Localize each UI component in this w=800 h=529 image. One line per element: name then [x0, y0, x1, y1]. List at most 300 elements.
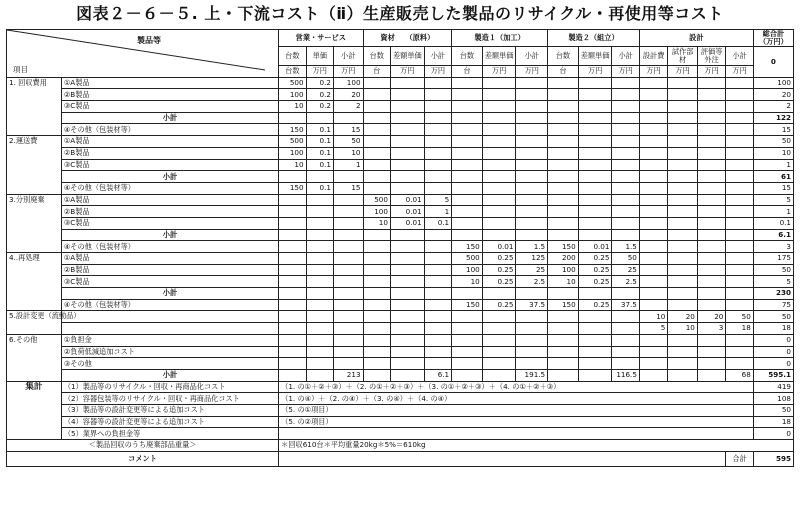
value-cell: 0.1: [306, 159, 333, 171]
grand-total-header-value: 0: [753, 47, 793, 78]
value-cell: [279, 346, 306, 358]
column-header: 台数: [279, 47, 306, 66]
value-cell: 0.1: [306, 182, 333, 194]
column-header: 台数: [548, 47, 579, 66]
value-cell: [612, 358, 639, 370]
item-label: ②B製品: [61, 206, 278, 218]
value-cell: [516, 101, 548, 113]
value-cell: [697, 147, 725, 159]
value-cell: [548, 101, 579, 113]
value-cell: [516, 194, 548, 206]
value-cell: [424, 334, 451, 346]
table-row: [7, 206, 794, 218]
value-cell: [639, 147, 667, 159]
item-label: ②負荷低減追加コスト: [61, 346, 278, 358]
value-cell: [668, 229, 698, 241]
table-row: [7, 311, 794, 323]
item-label: ③C製品: [61, 217, 278, 229]
comment-value: [279, 451, 726, 466]
value-cell: 0.1: [306, 136, 333, 148]
value-cell: 10: [452, 276, 483, 288]
value-cell: 18: [726, 323, 753, 335]
unit-cell: 万円: [668, 66, 698, 78]
value-cell: [363, 323, 390, 335]
value-cell: [697, 229, 725, 241]
row-total: 50: [753, 136, 793, 148]
value-cell: [668, 182, 698, 194]
final-total: 595: [753, 451, 793, 466]
value-cell: [697, 124, 725, 136]
value-cell: [306, 369, 333, 381]
value-cell: [482, 288, 516, 300]
value-cell: [516, 147, 548, 159]
value-cell: 10: [639, 311, 667, 323]
value-cell: [578, 288, 612, 300]
value-cell: [668, 194, 698, 206]
value-cell: [668, 171, 698, 183]
value-cell: [639, 112, 667, 124]
table-row: [7, 323, 794, 335]
summary-item: （2）容器包装等のリサイクル・回収・再商品化コスト: [61, 393, 278, 405]
table-row: [7, 253, 794, 265]
value-cell: [516, 206, 548, 218]
row-total: 50: [753, 264, 793, 276]
value-cell: [668, 276, 698, 288]
value-cell: [482, 311, 516, 323]
value-cell: [516, 334, 548, 346]
value-cell: 191.5: [516, 369, 548, 381]
value-cell: [697, 346, 725, 358]
value-cell: [482, 346, 516, 358]
summary-item: （3）製品等の設計変更等による追加コスト: [61, 404, 278, 416]
summary-total: 18: [753, 416, 793, 428]
value-cell: 0.1: [306, 124, 333, 136]
header-corner: [7, 30, 279, 78]
row-total: 5: [753, 276, 793, 288]
value-cell: [668, 136, 698, 148]
item-label: [61, 311, 278, 323]
comment-row: [7, 451, 794, 466]
value-cell: 500: [279, 136, 306, 148]
value-cell: [726, 288, 753, 300]
category-label: 6.その他: [7, 334, 62, 381]
value-cell: [424, 182, 451, 194]
value-cell: 1: [333, 159, 363, 171]
value-cell: [333, 276, 363, 288]
column-header: 評価等外注: [697, 47, 725, 66]
value-cell: [548, 182, 579, 194]
column-header: 小計: [726, 47, 753, 66]
value-cell: [363, 112, 390, 124]
group-design: 設計: [639, 30, 753, 47]
value-cell: 100: [452, 264, 483, 276]
value-cell: [424, 101, 451, 113]
value-cell: [279, 323, 306, 335]
value-cell: [363, 276, 390, 288]
value-cell: [668, 334, 698, 346]
value-cell: 10: [548, 276, 579, 288]
value-cell: 15: [333, 124, 363, 136]
value-cell: 116.5: [612, 369, 639, 381]
unit-cell: 万円: [697, 66, 725, 78]
value-cell: [390, 136, 424, 148]
value-cell: [668, 346, 698, 358]
value-cell: [452, 182, 483, 194]
value-cell: [697, 101, 725, 113]
value-cell: [279, 253, 306, 265]
value-cell: 10: [279, 101, 306, 113]
value-cell: [726, 136, 753, 148]
value-cell: [726, 147, 753, 159]
item-label: ③その他: [61, 358, 278, 370]
value-cell: [482, 206, 516, 218]
unit-cell: 台: [452, 66, 483, 78]
value-cell: 20: [333, 89, 363, 101]
item-label: 小計: [61, 112, 278, 124]
value-cell: [306, 229, 333, 241]
value-cell: [639, 77, 667, 89]
corner-label-products: 製品等: [137, 36, 161, 45]
value-cell: 2.5: [612, 276, 639, 288]
value-cell: [390, 159, 424, 171]
row-total: 20: [753, 89, 793, 101]
value-cell: [516, 89, 548, 101]
table-row: [7, 346, 794, 358]
value-cell: [482, 136, 516, 148]
value-cell: [333, 299, 363, 311]
table-row: [7, 358, 794, 370]
value-cell: 0.2: [306, 77, 333, 89]
value-cell: [516, 159, 548, 171]
value-cell: 10: [333, 147, 363, 159]
value-cell: 0.01: [482, 241, 516, 253]
unit-cell: 万円: [516, 66, 548, 78]
value-cell: [482, 147, 516, 159]
value-cell: 100: [279, 89, 306, 101]
value-cell: [578, 334, 612, 346]
value-cell: [548, 77, 579, 89]
value-cell: 100: [363, 206, 390, 218]
table-row: [7, 264, 794, 276]
value-cell: [578, 136, 612, 148]
corner-diagonal: [7, 30, 265, 70]
value-cell: 500: [452, 253, 483, 265]
table-row: [7, 89, 794, 101]
value-cell: [668, 264, 698, 276]
value-cell: [548, 229, 579, 241]
value-cell: [306, 112, 333, 124]
value-cell: [578, 358, 612, 370]
value-cell: [548, 346, 579, 358]
value-cell: 150: [548, 241, 579, 253]
value-cell: 0.01: [390, 217, 424, 229]
value-cell: [726, 217, 753, 229]
value-cell: [306, 346, 333, 358]
value-cell: [578, 217, 612, 229]
value-cell: [390, 182, 424, 194]
summary-formula: （5. の②項目）: [279, 416, 754, 428]
value-cell: [639, 194, 667, 206]
value-cell: [548, 194, 579, 206]
value-cell: [612, 182, 639, 194]
column-header: 台数: [363, 47, 390, 66]
value-cell: [306, 253, 333, 265]
value-cell: [363, 346, 390, 358]
value-cell: [333, 346, 363, 358]
value-cell: [390, 112, 424, 124]
value-cell: [668, 241, 698, 253]
table-row: [7, 124, 794, 136]
value-cell: [333, 241, 363, 253]
column-header: 単価: [306, 47, 333, 66]
summary-formula: [279, 428, 754, 440]
summary-row: [7, 416, 794, 428]
value-cell: [697, 241, 725, 253]
value-cell: [482, 77, 516, 89]
value-cell: [612, 346, 639, 358]
value-cell: 150: [452, 241, 483, 253]
value-cell: [548, 358, 579, 370]
value-cell: [482, 171, 516, 183]
value-cell: [279, 288, 306, 300]
value-cell: 10: [279, 159, 306, 171]
value-cell: 37.5: [516, 299, 548, 311]
value-cell: [578, 206, 612, 218]
value-cell: [279, 112, 306, 124]
value-cell: 0.2: [306, 101, 333, 113]
value-cell: [279, 241, 306, 253]
value-cell: [516, 229, 548, 241]
unit-cell: 台数: [279, 66, 306, 78]
item-label: ①A製品: [61, 194, 278, 206]
value-cell: 0.25: [482, 299, 516, 311]
value-cell: [482, 369, 516, 381]
value-cell: [424, 136, 451, 148]
value-cell: [333, 217, 363, 229]
summary-item: （1）製品等のリサイクル・回収・再商品化コスト: [61, 381, 278, 393]
subtotal-row: [7, 288, 794, 300]
value-cell: 37.5: [612, 299, 639, 311]
value-cell: [578, 147, 612, 159]
value-cell: [726, 77, 753, 89]
value-cell: [424, 112, 451, 124]
item-label: ③C製品: [61, 101, 278, 113]
value-cell: [424, 77, 451, 89]
value-cell: [548, 147, 579, 159]
value-cell: [363, 182, 390, 194]
subtotal-row: [7, 171, 794, 183]
table-row: [7, 159, 794, 171]
summary-row: [7, 404, 794, 416]
value-cell: [578, 311, 612, 323]
row-total: 5: [753, 194, 793, 206]
value-cell: [578, 101, 612, 113]
value-cell: 25: [516, 264, 548, 276]
value-cell: 0.01: [578, 241, 612, 253]
value-cell: [697, 136, 725, 148]
value-cell: 0.25: [482, 253, 516, 265]
column-header: 小計: [612, 47, 639, 66]
summary-item: （5）業界への負担金等: [61, 428, 278, 440]
value-cell: [452, 288, 483, 300]
value-cell: [424, 147, 451, 159]
value-cell: [452, 334, 483, 346]
value-cell: 100: [548, 264, 579, 276]
row-total: 75: [753, 299, 793, 311]
table-row: [7, 299, 794, 311]
value-cell: 150: [452, 299, 483, 311]
value-cell: [333, 171, 363, 183]
column-header: 小計: [516, 47, 548, 66]
value-cell: [306, 358, 333, 370]
value-cell: [424, 229, 451, 241]
value-cell: [390, 229, 424, 241]
comment-label: コメント: [7, 451, 279, 466]
value-cell: [363, 299, 390, 311]
value-cell: [726, 182, 753, 194]
document-title: 図表２－６－５. 上・下流コスト（ⅱ）生産販売した製品のリサイクル・再使用等コスト: [76, 4, 724, 23]
summary-formula: （1. の①＋②＋③）＋（2. の①＋②＋③）＋（3. の①＋②＋③）＋（4. の①＋②＋③）: [279, 381, 754, 393]
summary-total: 0: [753, 428, 793, 440]
value-cell: 100: [279, 147, 306, 159]
value-cell: [726, 101, 753, 113]
value-cell: [452, 159, 483, 171]
value-cell: [363, 159, 390, 171]
column-header: 小計: [424, 47, 451, 66]
value-cell: [578, 171, 612, 183]
value-cell: 150: [279, 124, 306, 136]
value-cell: 200: [548, 253, 579, 265]
value-cell: [390, 253, 424, 265]
unit-cell: 台: [363, 66, 390, 78]
table-row: [7, 136, 794, 148]
value-cell: [516, 346, 548, 358]
value-cell: [639, 288, 667, 300]
summary-row: [7, 393, 794, 405]
value-cell: [668, 358, 698, 370]
value-cell: [726, 159, 753, 171]
value-cell: [452, 136, 483, 148]
value-cell: [668, 159, 698, 171]
value-cell: [424, 346, 451, 358]
value-cell: [279, 206, 306, 218]
unit-cell: 万円: [726, 66, 753, 78]
value-cell: 50: [726, 311, 753, 323]
value-cell: [639, 182, 667, 194]
value-cell: 0.2: [306, 89, 333, 101]
value-cell: [482, 358, 516, 370]
table-row: [7, 217, 794, 229]
value-cell: [697, 369, 725, 381]
value-cell: [548, 206, 579, 218]
value-cell: 0.25: [578, 253, 612, 265]
value-cell: 150: [279, 182, 306, 194]
table-row: [7, 101, 794, 113]
unit-cell: 万円: [639, 66, 667, 78]
item-label: 小計: [61, 171, 278, 183]
value-cell: [363, 229, 390, 241]
value-cell: [516, 358, 548, 370]
value-cell: [697, 182, 725, 194]
row-total: 3: [753, 241, 793, 253]
value-cell: [424, 241, 451, 253]
value-cell: [726, 264, 753, 276]
row-total: 175: [753, 253, 793, 265]
value-cell: [548, 171, 579, 183]
value-cell: [424, 311, 451, 323]
cost-table-wrapper: [6, 29, 794, 467]
item-label: ④その他（包装材等）: [61, 182, 278, 194]
value-cell: [516, 323, 548, 335]
row-total: 0: [753, 346, 793, 358]
value-cell: [668, 217, 698, 229]
value-cell: [697, 288, 725, 300]
value-cell: [306, 171, 333, 183]
value-cell: 50: [612, 253, 639, 265]
value-cell: [639, 358, 667, 370]
value-cell: [639, 101, 667, 113]
group-grand-total: 総合計 （万円）: [753, 30, 793, 47]
item-label: 小計: [61, 369, 278, 381]
value-cell: [452, 346, 483, 358]
value-cell: [548, 89, 579, 101]
value-cell: 2: [333, 101, 363, 113]
row-total: 0: [753, 358, 793, 370]
value-cell: [390, 358, 424, 370]
value-cell: [452, 77, 483, 89]
value-cell: 10: [363, 217, 390, 229]
category-label: 1. 回収費用: [7, 77, 62, 135]
summary-total: 50: [753, 404, 793, 416]
unit-cell: 万円: [612, 66, 639, 78]
value-cell: [279, 358, 306, 370]
value-cell: [612, 229, 639, 241]
table-row: [7, 334, 794, 346]
value-cell: [612, 77, 639, 89]
value-cell: [279, 334, 306, 346]
item-label: ③C製品: [61, 159, 278, 171]
value-cell: [482, 217, 516, 229]
value-cell: [363, 264, 390, 276]
category-label: 2.運送費: [7, 136, 62, 194]
value-cell: [363, 241, 390, 253]
value-cell: [697, 77, 725, 89]
value-cell: [668, 101, 698, 113]
value-cell: [668, 147, 698, 159]
value-cell: [548, 369, 579, 381]
row-total: 2: [753, 101, 793, 113]
value-cell: [697, 159, 725, 171]
value-cell: [516, 124, 548, 136]
value-cell: 100: [333, 77, 363, 89]
value-cell: [578, 229, 612, 241]
summary-formula: （5. の①項目）: [279, 404, 754, 416]
value-cell: [578, 182, 612, 194]
table-row: [7, 194, 794, 206]
summary-label: 集計: [7, 381, 62, 439]
value-cell: 0.25: [482, 264, 516, 276]
value-cell: [279, 229, 306, 241]
value-cell: [452, 229, 483, 241]
value-cell: [390, 346, 424, 358]
value-cell: [390, 311, 424, 323]
item-label: ③C製品: [61, 276, 278, 288]
value-cell: [390, 89, 424, 101]
value-cell: [612, 288, 639, 300]
category-label: 4..再処理: [7, 253, 62, 311]
value-cell: [639, 124, 667, 136]
value-cell: [363, 358, 390, 370]
